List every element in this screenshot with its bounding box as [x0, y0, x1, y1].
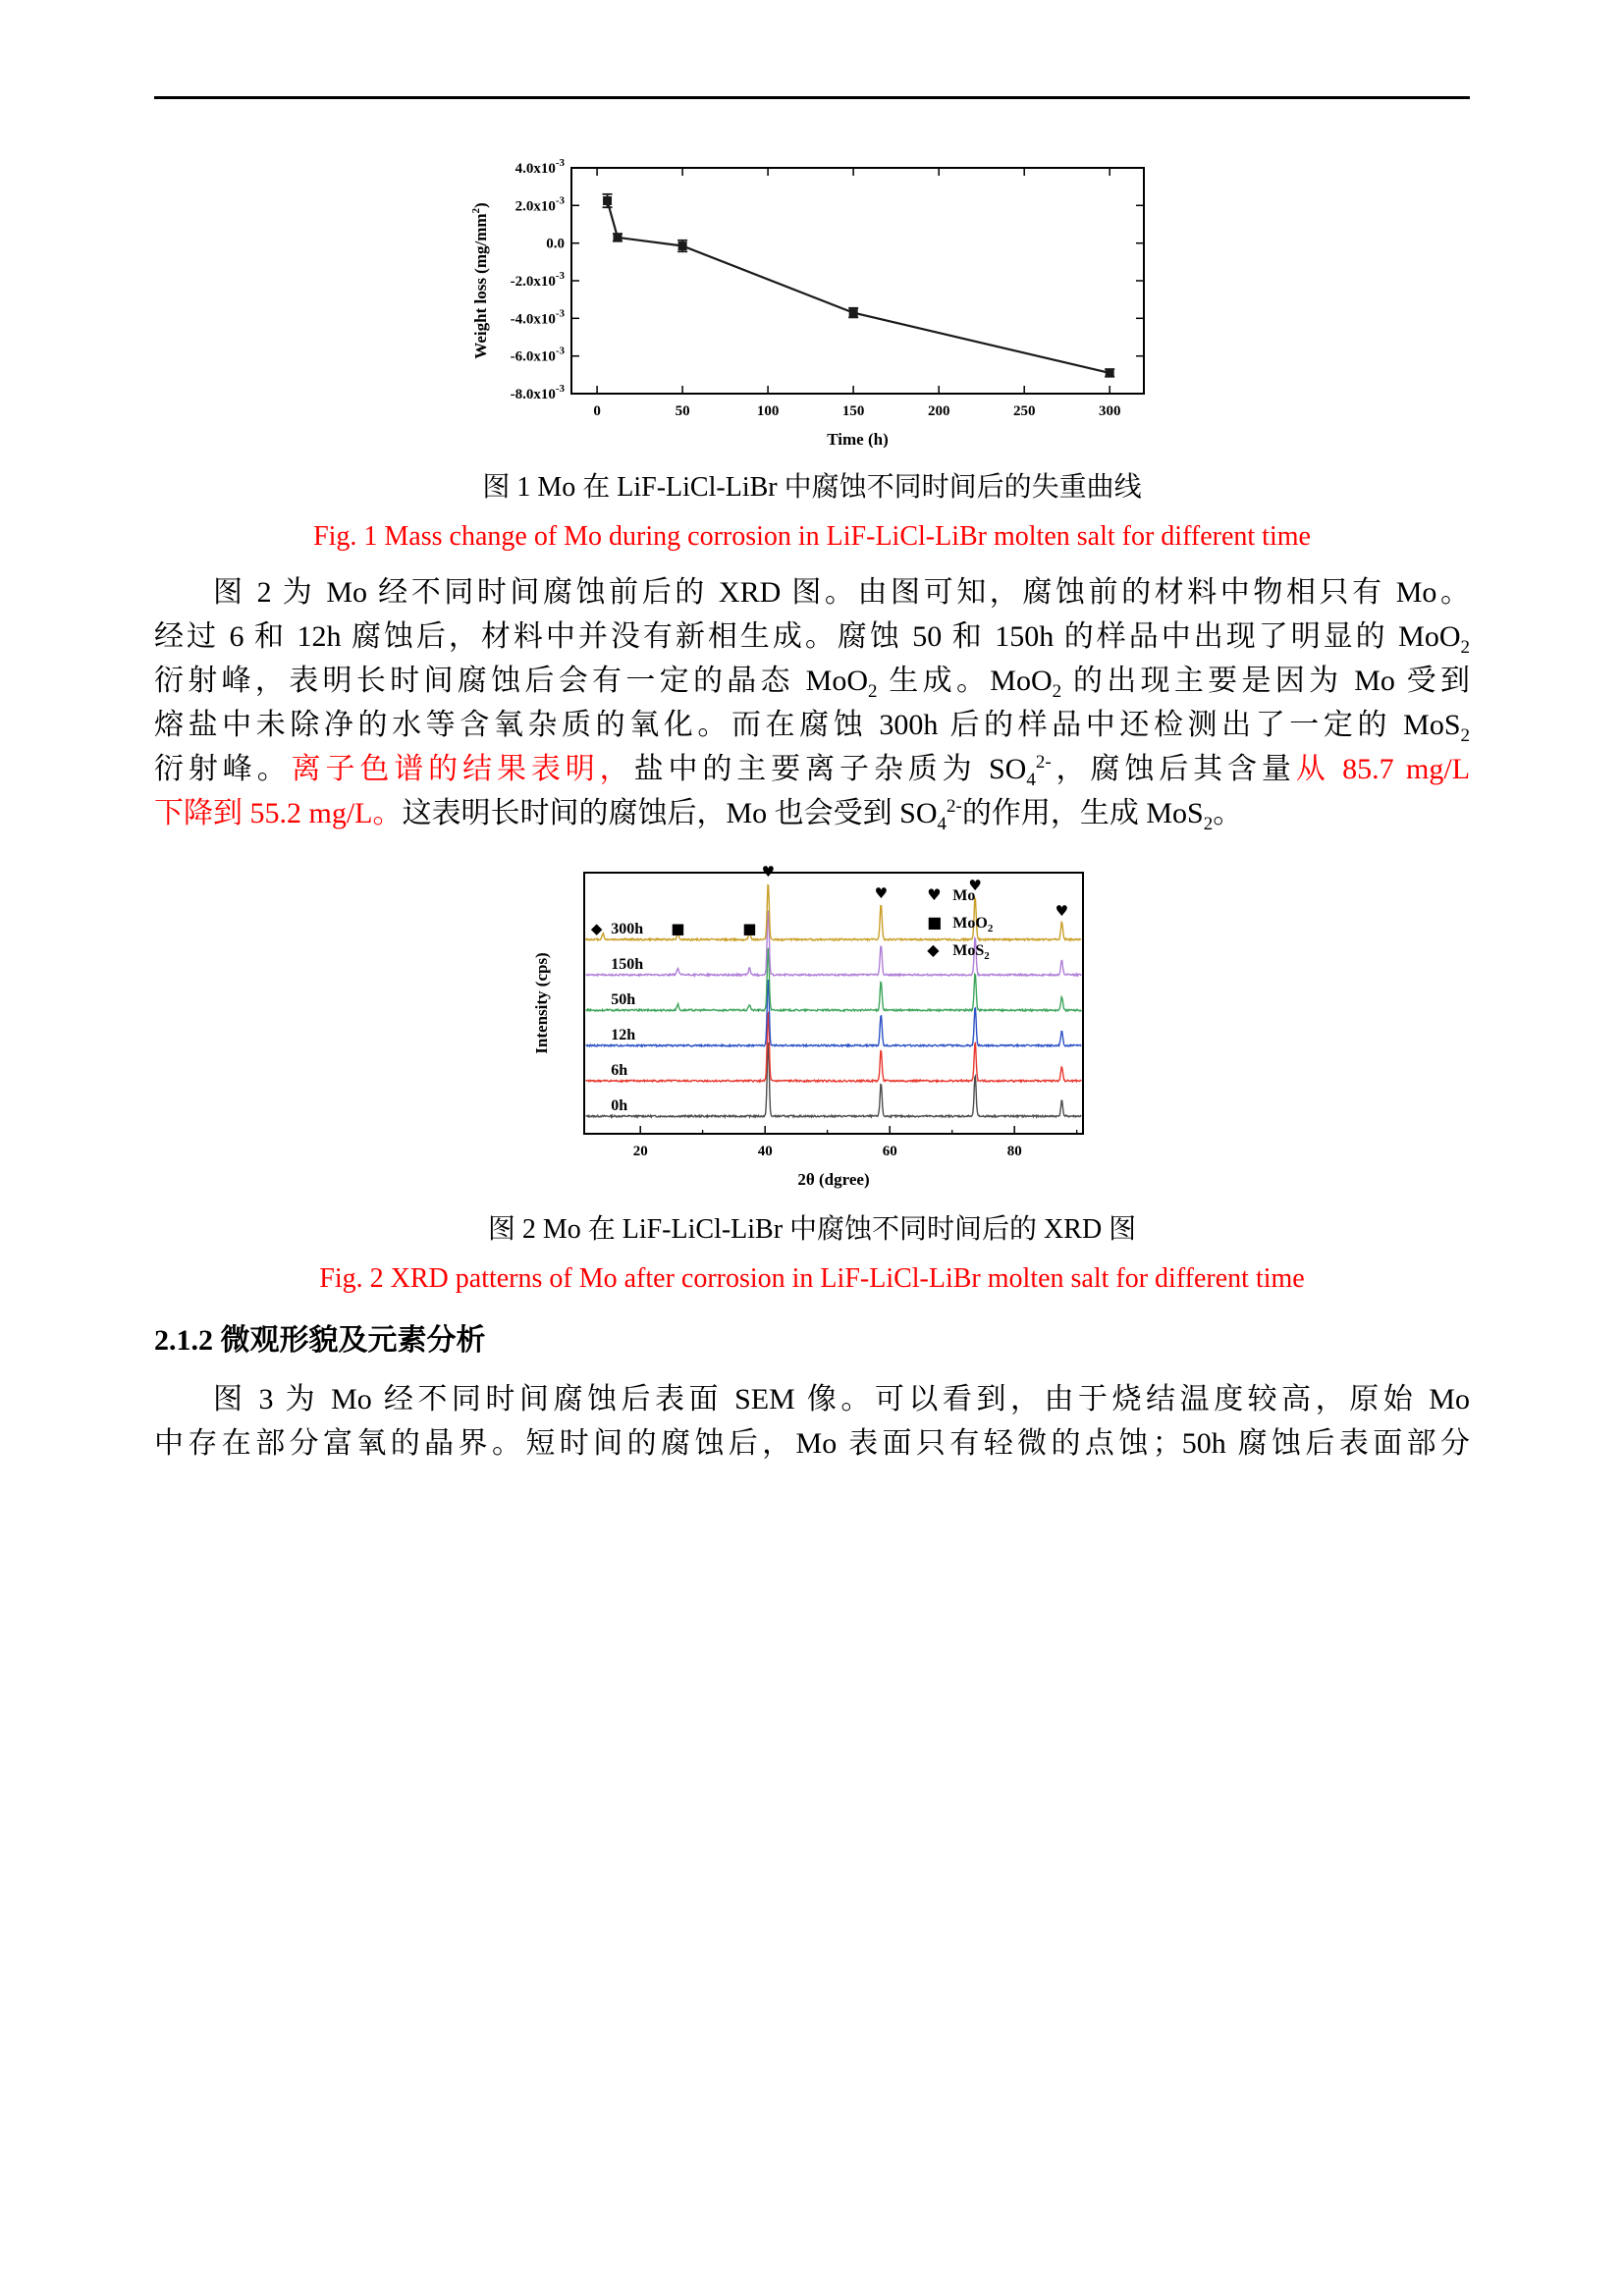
- svg-text:■: ■: [671, 920, 685, 937]
- paragraph-sem-discussion: [154, 1377, 1470, 1466]
- svg-text:40: 40: [757, 1144, 773, 1159]
- svg-text:300h: 300h: [611, 921, 644, 937]
- highlighted-text: 下降到 55.2 mg/L。: [154, 797, 403, 829]
- svg-text:■: ■: [742, 920, 757, 937]
- svg-text:◆: ◆: [590, 920, 603, 937]
- svg-text:Time (h): Time (h): [827, 430, 889, 448]
- svg-text:4.0x10-3: $4.0x10^{-3}$: [514, 158, 565, 177]
- text-run: 的作用，生成 MoS: [961, 797, 1204, 829]
- svg-text:-2.0x10-3: $-2.0x10^{-3}$: [510, 270, 565, 290]
- text-run: 2: [1460, 637, 1470, 658]
- svg-text:Weight loss (mg/mm2): Weight loss $(mg/mm^2)$: [470, 202, 490, 359]
- text-line: [154, 1377, 1470, 1421]
- text-run: 图 3 为 Mo 经不同时间腐蚀后表面 SEM 像。可以看到，由于烧结温度较高，原始 Mo: [213, 1383, 1470, 1415]
- svg-text:50h: 50h: [611, 991, 636, 1008]
- figure1-caption-zh: 图 1 Mo 在 LiF-LiCl-LiBr 中腐蚀不同时间后的失重曲线: [482, 472, 1142, 503]
- svg-text:♥: ♥: [927, 885, 942, 904]
- text-line: [154, 1421, 1470, 1466]
- header-rule: [154, 96, 1470, 99]
- text-run: 2: [1052, 681, 1062, 702]
- figure2-xrd-chart: [527, 861, 1097, 1190]
- text-run: 熔盐中未除净的水等含氧杂质的氧化。而在腐蚀 300h 后的样品中还检测出了一定的 MoS: [154, 709, 1461, 741]
- text-run: 经过 6 和 12h 腐蚀后，材料中并没有新相生成。腐蚀 50 和 150h 的样品中出现了明显的 MoO: [154, 620, 1461, 653]
- text-run: 2: [1203, 814, 1214, 834]
- svg-text:150h: 150h: [611, 956, 644, 973]
- text-run: 4: [937, 814, 947, 834]
- svg-text:300: 300: [1098, 403, 1121, 419]
- svg-text:-4.0x10-3: $-4.0x10^{-3}$: [510, 307, 565, 328]
- text-run: 图 2 为 Mo 经不同时间腐蚀前后的 XRD 图。由图可知，腐蚀前的材料中物相只有 Mo。: [213, 576, 1470, 609]
- svg-text:0h: 0h: [611, 1097, 628, 1114]
- text-run: 4: [1026, 770, 1036, 790]
- svg-text:♥: ♥: [1055, 902, 1069, 920]
- svg-text:2θ (dgree): 2θ (dgree): [797, 1170, 870, 1189]
- text-line: [154, 570, 1470, 614]
- text-run: 中存在部分富氧的晶界。短时间的腐蚀后，Mo 表面只有轻微的点蚀；50h 腐蚀后表面部分: [154, 1427, 1470, 1460]
- text-line: [154, 747, 1470, 791]
- text-run: 。: [1213, 797, 1243, 829]
- svg-text:■: ■: [927, 913, 943, 932]
- svg-text:MoO2: MoO$_2$: [952, 915, 994, 934]
- text-run: 这表明长时间的腐蚀后，Mo 也会受到 SO: [402, 797, 938, 829]
- highlighted-text: 从 85.7 mg/L: [1295, 753, 1471, 785]
- svg-text:60: 60: [882, 1144, 897, 1159]
- svg-text:200: 200: [927, 403, 950, 419]
- svg-text:20: 20: [632, 1144, 648, 1159]
- text-line: [154, 703, 1470, 747]
- paragraph-xrd-discussion: [154, 570, 1470, 835]
- figure2-caption-zh: 图 2 Mo 在 LiF-LiCl-LiBr 中腐蚀不同时间后的 XRD 图: [487, 1214, 1137, 1245]
- figure2-caption-en: Fig. 2 XRD patterns of Mo after corrosion in LiF-LiCl-LiBr molten salt for different time: [319, 1263, 1305, 1294]
- svg-text:♥: ♥: [968, 877, 982, 894]
- svg-text:0.0: 0.0: [546, 236, 565, 252]
- text-line: [154, 659, 1470, 703]
- svg-text:250: 250: [1012, 403, 1036, 419]
- highlighted-text: 离子色谱的结果表明，: [291, 753, 634, 785]
- text-run: ，腐蚀后其含量: [1051, 753, 1296, 785]
- svg-text:◆: ◆: [927, 940, 940, 959]
- figure1-weight-loss-chart: [468, 158, 1156, 448]
- svg-text:-6.0x10-3: $-6.0x10^{-3}$: [510, 345, 565, 365]
- svg-text:50: 50: [675, 403, 690, 419]
- text-run: 衍射峰，表明长时间腐蚀后会有一定的晶态 MoO: [154, 665, 869, 697]
- svg-text:2.0x10-3: $2.0x10^{-3}$: [514, 194, 565, 215]
- svg-text:♥: ♥: [874, 884, 889, 902]
- text-line: [154, 791, 1470, 835]
- text-run: 2-: [947, 796, 962, 817]
- figure1-caption-en: Fig. 1 Mass change of Mo during corrosion in LiF-LiCl-LiBr molten salt for different time: [313, 521, 1311, 552]
- svg-text:12h: 12h: [611, 1027, 636, 1043]
- svg-text:100: 100: [756, 403, 780, 419]
- text-run: 生成。MoO: [877, 665, 1053, 697]
- figure2: [154, 861, 1470, 1195]
- svg-text:6h: 6h: [611, 1062, 628, 1079]
- figure1: [154, 158, 1470, 453]
- text-run: 2: [1460, 725, 1470, 746]
- svg-text:80: 80: [1006, 1144, 1022, 1159]
- svg-text:Mo: Mo: [952, 887, 976, 904]
- text-run: 2: [868, 681, 878, 702]
- svg-text:150: 150: [841, 403, 865, 419]
- svg-text:MoS2: MoS$_2$: [952, 942, 990, 962]
- text-run: 衍射峰。: [154, 753, 292, 785]
- text-run: 2-: [1035, 752, 1052, 773]
- text-run: 的出现主要是因为 Mo 受到: [1061, 665, 1470, 697]
- text-run: 盐中的主要离子杂质为 SO: [633, 753, 1027, 785]
- svg-text:♥: ♥: [761, 863, 776, 881]
- text-line: [154, 614, 1470, 659]
- section-heading: 2.1.2 微观形貌及元素分析: [154, 1324, 486, 1357]
- svg-text:0: 0: [593, 403, 601, 419]
- svg-text:-8.0x10-3: $-8.0x10^{-3}$: [510, 383, 565, 402]
- svg-text:Intensity (cps): Intensity (cps): [532, 952, 551, 1054]
